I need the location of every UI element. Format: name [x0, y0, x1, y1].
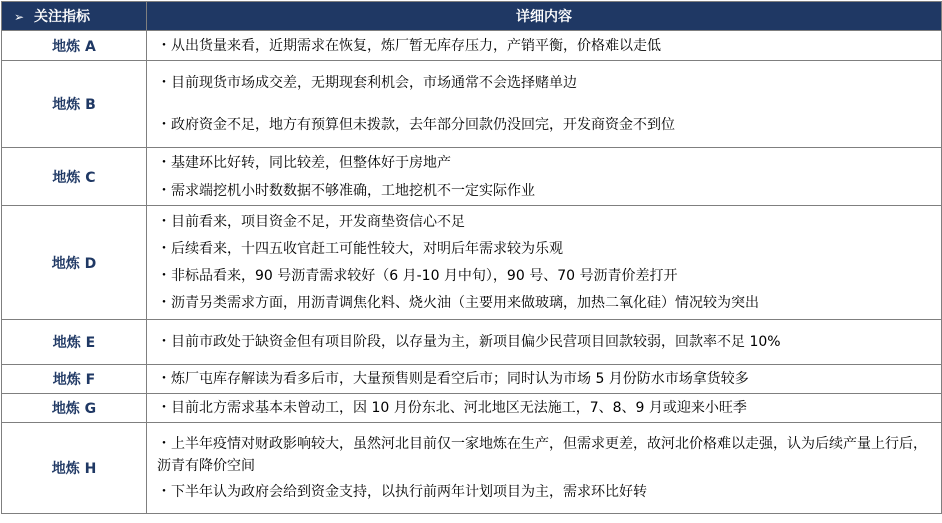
header-indicator-label: 关注指标 [34, 9, 90, 25]
row-name: 地炼 A [2, 31, 147, 61]
row-detail [147, 148, 942, 206]
detail-line: ・上半年疫情对财政影响较大，虽然河北目前仅一家地炼在生产，但需求更差，故河北价格难以走强，认为后续产量上行后，沥青有降价空间 [157, 436, 927, 474]
row-detail [147, 394, 942, 423]
detail-line: ・沥青另类需求方面，用沥青调焦化料、烧火油（主要用来做玻璃，加热二氧化硅）情况较为突出 [157, 295, 759, 311]
row-detail [147, 31, 942, 61]
row-name: 地炼 H [2, 423, 147, 514]
table-row [2, 365, 942, 394]
detail-line: ・政府资金不足，地方有预算但未拨款，去年部分回款仍没回完，开发商资金不到位 [157, 117, 675, 133]
detail-line: ・目前看来，项目资金不足，开发商垫资信心不足 [157, 214, 465, 230]
table-row [2, 206, 942, 320]
detail-line: ・需求端挖机小时数数据不够准确，工地挖机不一定实际作业 [157, 182, 535, 199]
detail-line: ・目前现货市场成交差，无期现套利机会，市场通常不会选择赌单边 [157, 75, 577, 91]
detail-line: ・目前北方需求基本未曾动工，因 10 月份东北、河北地区无法施工，7、8、9 月或迎来小旺季 [157, 400, 747, 416]
table-row [2, 394, 942, 423]
table-row [2, 148, 942, 206]
detail-line: ・炼厂屯库存解读为看多后市，大量预售则是看空后市；同时认为市场 5 月份防水市场拿货较多 [157, 371, 749, 387]
row-detail [147, 61, 942, 148]
detail-line: ・目前市政处于缺资金但有项目阶段，以存量为主，新项目偏少民营项目回款较弱，回款率不足 10% [157, 334, 781, 350]
detail-line: ・从出货量来看，近期需求在恢复，炼厂暂无库存压力，产销平衡，价格难以走低 [157, 37, 661, 54]
row-name: 地炼 F [2, 365, 147, 394]
row-detail [147, 423, 942, 514]
detail-line: ・后续看来，十四五收官赶工可能性较大，对明后年需求较为乐观 [157, 241, 563, 257]
detail-line: ・非标品看来，90 号沥青需求较好（6 月-10 月中旬），90 号、70 号沥青价差打开 [157, 268, 678, 284]
arrow-bullet-icon: ➢ [14, 10, 25, 24]
row-name: 地炼 E [2, 320, 147, 365]
detail-line: ・下半年认为政府会给到资金支持，以执行前两年计划项目为主，需求环比好转 [157, 484, 647, 500]
row-name: 地炼 B [2, 61, 147, 148]
table-header-row [2, 2, 942, 31]
row-name: 地炼 D [2, 206, 147, 320]
table-row [2, 423, 942, 514]
detail-line: ・基建环比好转，同比较差，但整体好于房地产 [157, 154, 451, 171]
row-name: 地炼 G [2, 394, 147, 423]
row-detail [147, 206, 942, 320]
table-row [2, 31, 942, 61]
table-row [2, 61, 942, 148]
header-indicator [2, 2, 147, 31]
row-detail [147, 365, 942, 394]
row-detail [147, 320, 942, 365]
header-detail-label: 详细内容 [147, 2, 942, 31]
table-row [2, 320, 942, 365]
row-name: 地炼 C [2, 148, 147, 206]
indicator-table [1, 1, 942, 514]
